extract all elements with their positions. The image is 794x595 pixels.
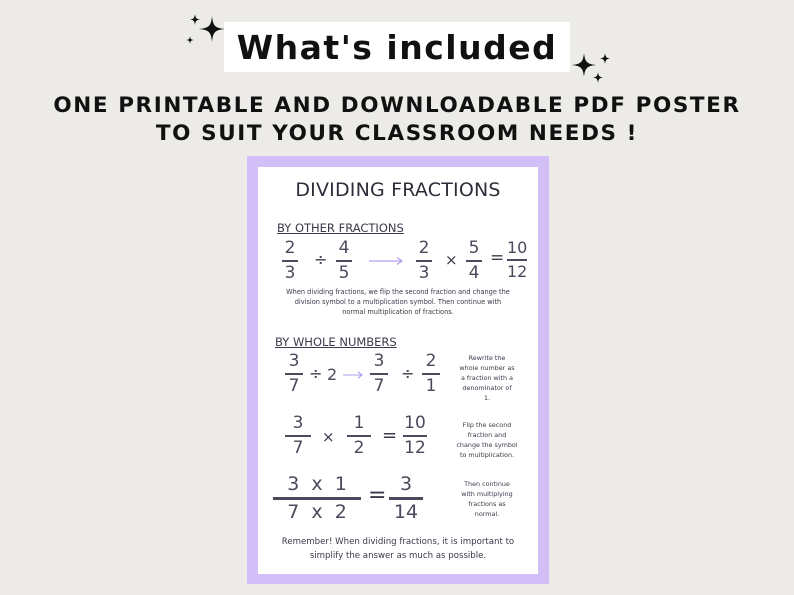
numerator: 1	[353, 413, 365, 433]
product-fraction	[273, 475, 361, 522]
numerator: 3	[288, 351, 300, 371]
fraction	[403, 415, 427, 457]
numerator: 2	[418, 238, 430, 258]
numerator: 10	[404, 413, 426, 433]
fraction	[347, 415, 371, 457]
explanation-text: When dividing fractions, we flip the second fraction and change the division symbol to a multiplication symbol. Then continue with normal multiplication of fractions.	[286, 288, 510, 316]
sparkle-icon	[568, 50, 612, 86]
section-heading-other-fractions: BY OTHER FRACTIONS	[277, 221, 404, 235]
numerator: 4	[338, 238, 350, 258]
fraction	[285, 415, 311, 457]
multiply-symbol: ×	[322, 428, 335, 446]
whole-number: 2	[327, 365, 338, 384]
denominator: 3	[284, 263, 296, 283]
fraction	[416, 240, 432, 282]
denominator: 7	[292, 438, 304, 458]
denominator: 1	[425, 376, 437, 396]
step-note-1: Rewrite the whole number as a fraction with a denominator of 1.	[459, 354, 515, 402]
numerator: 2	[284, 238, 296, 258]
numerator: 10	[507, 238, 528, 257]
page-title: What's included	[224, 22, 570, 72]
equals-symbol: =	[368, 483, 387, 508]
denominator: 3	[418, 263, 430, 283]
subtitle-line-1: ONE PRINTABLE AND DOWNLOADABLE PDF POSTER	[53, 93, 741, 118]
remember-note: Remember! When dividing fractions, it is important to simplify the answer as much as possible.	[281, 537, 515, 561]
denominator: 2	[353, 438, 365, 458]
divide-symbol: ÷	[309, 364, 323, 383]
arrow-right-icon	[342, 371, 364, 379]
equals-symbol: =	[490, 248, 505, 268]
section-heading-whole-numbers: BY WHOLE NUMBERS	[275, 335, 397, 349]
denominator: 12	[507, 262, 528, 281]
fraction	[282, 240, 298, 282]
denominator: 7 x 2	[287, 500, 347, 523]
numerator: 3	[292, 413, 304, 433]
denominator: 14	[393, 500, 419, 523]
sparkle-icon	[185, 12, 227, 46]
step-note-2: Flip the second fraction and change the symbol to multiplication.	[456, 421, 518, 459]
multiply-symbol: ×	[445, 251, 458, 269]
fraction	[466, 240, 482, 282]
fraction	[370, 353, 388, 395]
fraction	[507, 240, 527, 280]
numerator: 3	[399, 473, 413, 495]
poster-title: DIVIDING FRACTIONS	[295, 179, 501, 201]
numerator: 3	[373, 351, 385, 371]
numerator: 3 x 1	[287, 473, 347, 495]
divide-symbol: ÷	[314, 250, 328, 269]
denominator: 7	[373, 376, 385, 396]
numerator: 5	[468, 238, 480, 258]
denominator: 4	[468, 263, 480, 283]
denominator: 5	[338, 263, 350, 283]
fraction	[336, 240, 352, 282]
denominator: 7	[288, 376, 300, 396]
numerator: 2	[425, 351, 437, 371]
subtitle-line-2: TO SUIT YOUR CLASSROOM NEEDS !	[155, 121, 639, 146]
arrow-right-icon	[368, 256, 404, 266]
fraction	[285, 353, 303, 395]
step-note-3: Then continue with multiplying fractions as normal.	[461, 480, 513, 518]
divide-symbol: ÷	[401, 364, 415, 383]
denominator: 12	[404, 438, 426, 458]
poster	[258, 167, 538, 574]
fraction	[389, 475, 423, 522]
fraction	[422, 353, 440, 395]
equals-symbol: =	[382, 425, 398, 446]
